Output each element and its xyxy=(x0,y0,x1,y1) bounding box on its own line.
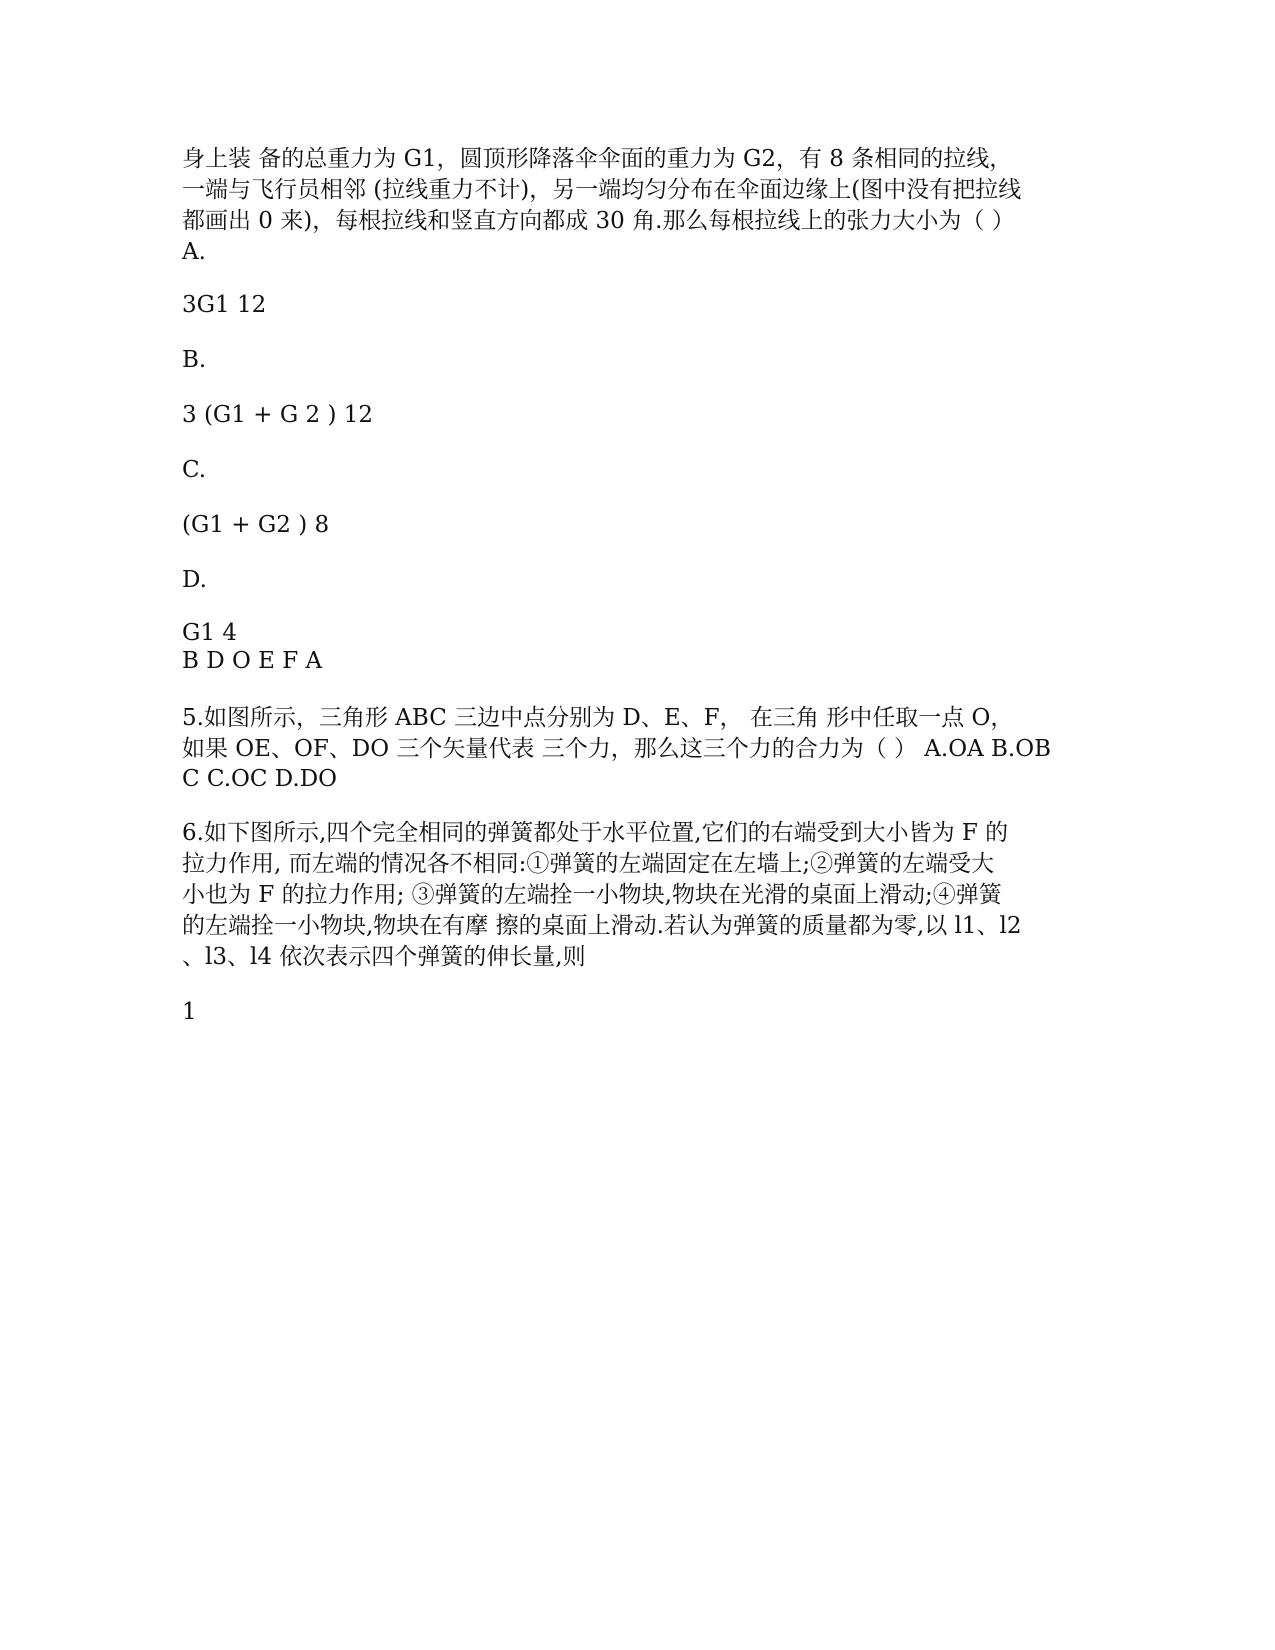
q4-option-c-value: (G1 + G2 ) 8 xyxy=(182,512,330,538)
q6-text-line-2: 拉力作用, 而左端的情况各不相同:①弹簧的左端固定在左墙上;②弹簧的左端受大 xyxy=(182,851,995,877)
q4-option-a-label: A. xyxy=(182,239,206,265)
q4-option-b-value: 3 (G1 + G 2 ) 12 xyxy=(182,402,373,428)
q4-option-d-value: G1 4 xyxy=(182,620,237,646)
q6-text-line-3: 小也为 F 的拉力作用; ③弹簧的左端拴一小物块,物块在光滑的桌面上滑动;④弹簧 xyxy=(182,882,1002,908)
q4-text-line-1: 身上装 备的总重力为 G1，圆顶形降落伞伞面的重力为 G2，有 8 条相同的拉线， xyxy=(182,146,1013,172)
q6-text-line-5: 、l3、l4 依次表示四个弹簧的伸长量,则 xyxy=(182,944,586,970)
q6-text-line-4: 的左端拴一小物块,物块在有摩 擦的桌面上滑动.若认为弹簧的质量都为零,以 l1、l2 xyxy=(182,913,1022,939)
q4-option-d-label: D. xyxy=(182,567,207,593)
q5-text-line-1: 5.如图所示，三角形 ABC 三边中点分别为 D、E、F， 在三角 形中任取一点 O， xyxy=(182,705,1014,731)
q4-option-b-label: B. xyxy=(182,347,207,373)
q5-text-line-3: C C.OC D.DO xyxy=(182,766,337,792)
q4-option-c-label: C. xyxy=(182,457,207,483)
figure-point-labels: B D O E F A xyxy=(182,648,323,674)
q6-text-line-1: 6.如下图所示,四个完全相同的弹簧都处于水平位置,它们的右端受到大小皆为 F 的 xyxy=(182,820,1009,846)
page-number: 1 xyxy=(182,999,197,1025)
q4-text-line-2: 一端与飞行员相邻 (拉线重力不计)，另一端均匀分布在伞面边缘上(图中没有把拉线 xyxy=(182,177,1022,203)
q4-option-a-value: 3G1 12 xyxy=(182,292,267,318)
q5-text-line-2: 如果 OE、OF、DO 三个矢量代表 三个力，那么这三个力的合力为（ ） A.OA B.OB xyxy=(182,736,1051,762)
q4-text-line-3: 都画出 0 来)，每根拉线和竖直方向都成 30 角.那么每根拉线上的张力大小为（ ） xyxy=(182,208,1015,234)
